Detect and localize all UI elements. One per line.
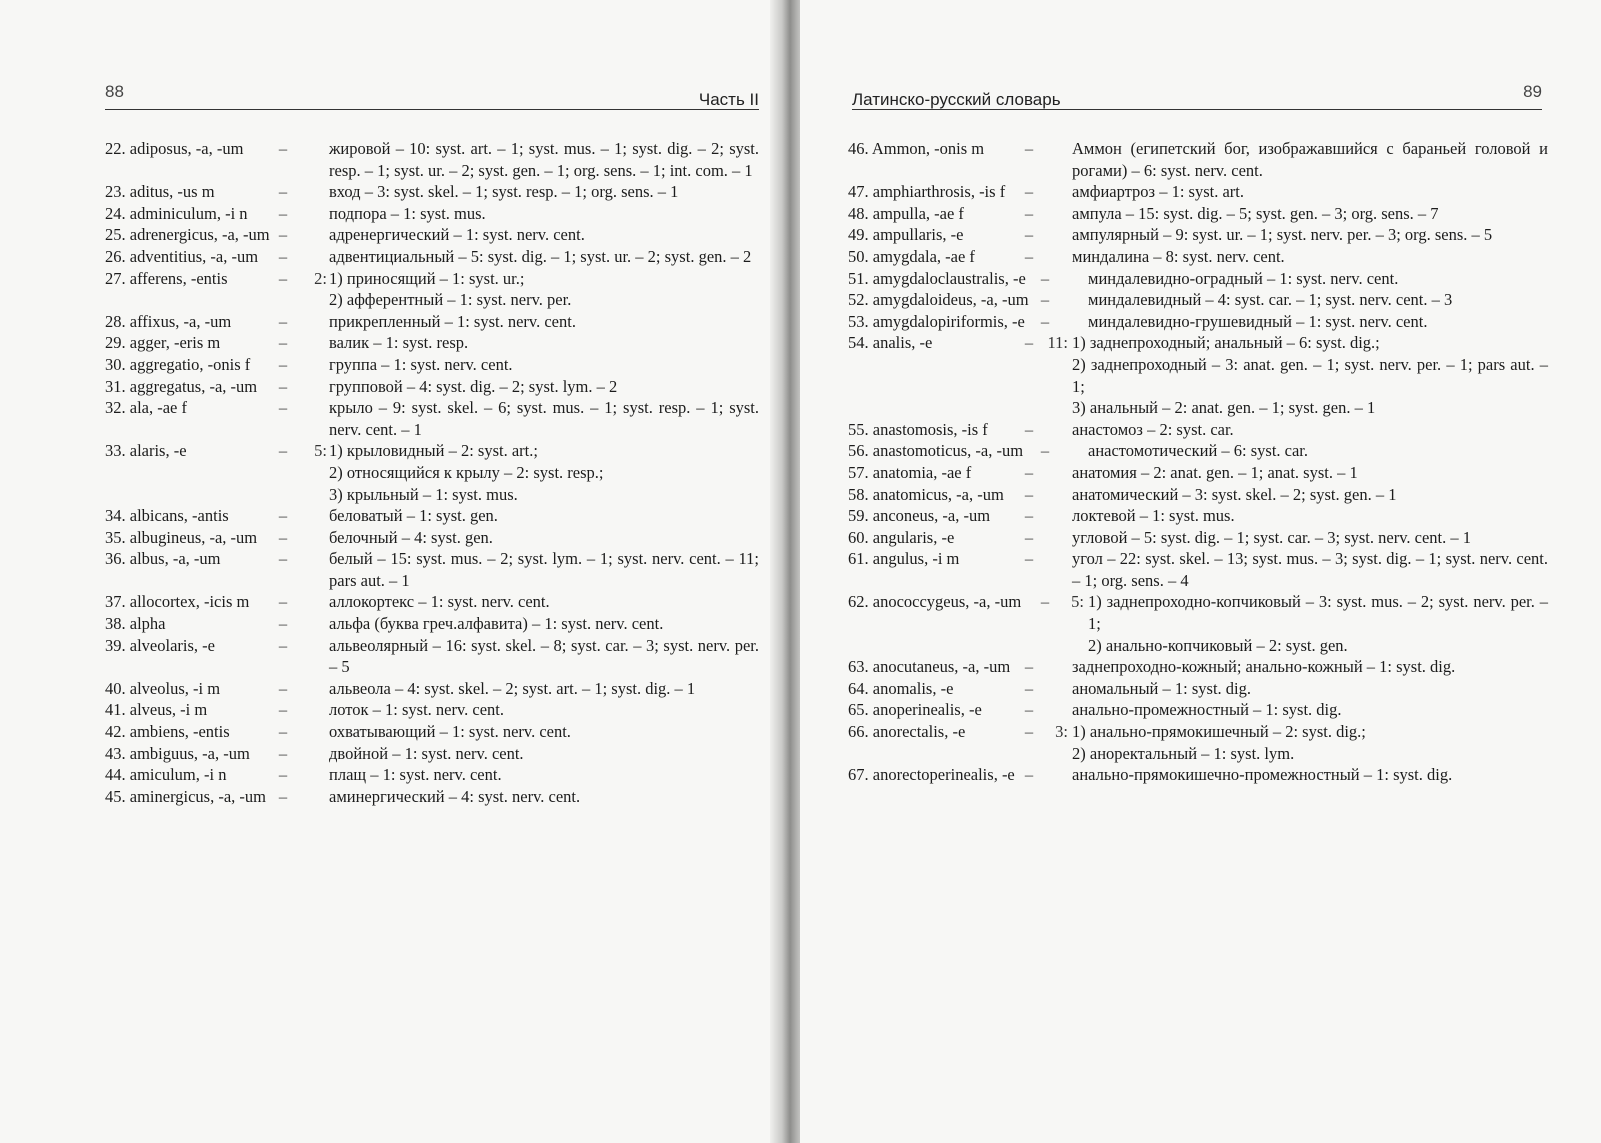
- dictionary-entry: [105, 246, 759, 268]
- entry-definition: [1072, 505, 1548, 527]
- entry-dash: –: [278, 592, 288, 612]
- entry-dash: –: [1024, 225, 1034, 245]
- entry-count: 3:: [1055, 722, 1068, 742]
- entry-definition: [1072, 721, 1548, 764]
- dictionary-entry: [848, 764, 1548, 786]
- definition-line: ампула – 15: syst. dig. – 5; syst. gen. – 3; org. sens. – 7: [1072, 203, 1439, 223]
- entry-definition: [329, 764, 759, 786]
- entry-dash: –: [1040, 592, 1050, 612]
- definition-line: 2) анально-копчиковый – 2: syst. gen.: [1088, 635, 1348, 655]
- dictionary-entry: [105, 764, 759, 786]
- entry-definition: [1072, 699, 1548, 721]
- entry-definition: [329, 268, 759, 311]
- definition-line: альвеолярный – 16: syst. skel. – 8; syst. car. – 3; syst. nerv. per. – 5: [329, 635, 759, 677]
- dictionary-entry: [105, 743, 759, 765]
- entry-definition: [329, 505, 759, 527]
- running-title: Латинско-русский словарь: [852, 90, 1061, 109]
- dictionary-entry: [848, 505, 1548, 527]
- entry-term: 64. anomalis, -e: [848, 678, 954, 698]
- definition-line: анатомический – 3: syst. skel. – 2; syst. gen. – 1: [1072, 484, 1397, 504]
- dictionary-entry: [848, 678, 1548, 700]
- entry-definition: [329, 246, 759, 268]
- entry-definition: [329, 743, 759, 765]
- entry-definition: [1072, 246, 1548, 268]
- entry-definition: [1072, 462, 1548, 484]
- entry-dash: –: [278, 441, 288, 461]
- definition-line: миндалевидно-оградный – 1: syst. nerv. cent.: [1088, 268, 1399, 288]
- definition-line: плащ – 1: syst. nerv. cent.: [329, 765, 502, 785]
- definition-line: анально-прямокишечно-промежностный – 1: syst. dig.: [1072, 765, 1453, 785]
- dictionary-entry: [105, 203, 759, 225]
- entry-definition: [1088, 591, 1548, 656]
- entry-term: 25. adrenergicus, -a, -um: [105, 225, 270, 245]
- dictionary-entry: [848, 484, 1548, 506]
- entry-dash: –: [1024, 678, 1034, 698]
- right-page-header: [852, 78, 1542, 110]
- entry-dash: –: [278, 376, 288, 396]
- definition-line: 3) крыльный – 1: syst. mus.: [329, 484, 518, 504]
- dictionary-entry: [848, 419, 1548, 441]
- dictionary-entry: [105, 376, 759, 398]
- definition-line: валик – 1: syst. resp.: [329, 333, 469, 353]
- running-title: Часть II: [698, 90, 759, 109]
- entry-dash: –: [1040, 290, 1050, 310]
- entry-term: 41. alveus, -i m: [105, 700, 208, 720]
- entry-term: 52. amygdaloideus, -a, -um: [848, 290, 1029, 310]
- definition-line: 1) заднепроходный; анальный – 6: syst. dig.;: [1072, 333, 1380, 353]
- entry-definition: [1072, 224, 1548, 246]
- entry-term: 47. amphiarthrosis, -is f: [848, 182, 1006, 202]
- dictionary-entry: [105, 527, 759, 549]
- definition-line: амфиартроз – 1: syst. art.: [1072, 182, 1244, 202]
- definition-line: 2) относящийся к крылу – 2: syst. resp.;: [329, 462, 604, 482]
- entry-definition: [329, 203, 759, 225]
- entry-term: 28. affixus, -a, -um: [105, 311, 232, 331]
- entry-term: 27. afferens, -entis: [105, 268, 228, 288]
- entry-dash: –: [1024, 700, 1034, 720]
- entry-definition: [1072, 332, 1548, 418]
- definition-line: групповой – 4: syst. dig. – 2; syst. lym. – 2: [329, 376, 618, 396]
- definition-line: адвентициальный – 5: syst. dig. – 1; syst. ur. – 2; syst. gen. – 2: [329, 246, 752, 266]
- entry-dash: –: [278, 311, 288, 331]
- entry-term: 39. alveolaris, -e: [105, 635, 215, 655]
- definition-line: анастомотический – 6: syst. car.: [1088, 441, 1309, 461]
- entry-term: 54. analis, -e: [848, 333, 933, 353]
- entry-dash: –: [278, 549, 288, 569]
- entry-definition: [1088, 289, 1548, 311]
- entry-dash: –: [278, 268, 288, 288]
- entry-dash: –: [278, 398, 288, 418]
- entry-dash: –: [1024, 246, 1034, 266]
- entry-term: 37. allocortex, -icis m: [105, 592, 250, 612]
- header-rule: [852, 109, 1542, 110]
- dictionary-entry: [848, 203, 1548, 225]
- right-page: [800, 0, 1601, 1143]
- entry-dash: –: [1024, 139, 1034, 158]
- header-rule: [105, 109, 759, 110]
- entry-term: 35. albugineus, -a, -um: [105, 527, 258, 547]
- definition-line: жировой – 10: syst. art. – 1; syst. mus. – 1; syst. dig. – 2; syst. resp. – 1; syst. ur. – 2; syst. gen. – 1; org. sens. – 1; int. com. – 1: [329, 139, 759, 180]
- dictionary-entry: [105, 699, 759, 721]
- definition-line: локтевой – 1: syst. mus.: [1072, 506, 1235, 526]
- definition-line: 2) аноректальный – 1: syst. lym.: [1072, 743, 1295, 763]
- dictionary-entry: [848, 289, 1548, 311]
- entry-definition: [329, 678, 759, 700]
- definition-line: миндалевидно-грушевидный – 1: syst. nerv. cent.: [1088, 311, 1428, 331]
- definition-line: белый – 15: syst. mus. – 2; syst. lym. – 1; syst. nerv. cent. – 11; pars aut. – 1: [329, 549, 759, 590]
- definition-line: адренергический – 1: syst. nerv. cent.: [329, 225, 585, 245]
- entry-dash: –: [1040, 311, 1050, 331]
- entry-term: 32. ala, -ae f: [105, 398, 187, 418]
- dictionary-entry: [848, 246, 1548, 268]
- entry-definition: [329, 332, 759, 354]
- entry-term: 44. amiculum, -i n: [105, 765, 227, 785]
- dictionary-entry: [848, 699, 1548, 721]
- dictionary-entry: [105, 613, 759, 635]
- definition-line: прикрепленный – 1: syst. nerv. cent.: [329, 311, 576, 331]
- entry-dash: –: [1024, 203, 1034, 223]
- entry-definition: [329, 527, 759, 549]
- entry-term: 53. amygdalopiriformis, -e: [848, 311, 1025, 331]
- entry-count: 5:: [1071, 592, 1084, 612]
- entry-term: 49. ampullaris, -e: [848, 225, 964, 245]
- definition-line: заднепроходно-кожный; анально-кожный – 1: syst. dig.: [1072, 657, 1456, 677]
- entry-term: 24. adminiculum, -i n: [105, 203, 248, 223]
- entry-dash: –: [1024, 722, 1034, 742]
- entry-dash: –: [1024, 462, 1034, 482]
- entry-definition: [329, 138, 759, 181]
- dictionary-entry: [848, 311, 1548, 333]
- dictionary-entry: [848, 332, 1548, 418]
- definition-line: охватывающий – 1: syst. nerv. cent.: [329, 722, 571, 742]
- entry-definition: [329, 548, 759, 591]
- definition-line: 2) заднепроходный – 3: anat. gen. – 1; syst. nerv. per. – 1; pars aut. – 1;: [1072, 354, 1548, 396]
- entry-term: 43. ambiguus, -a, -um: [105, 743, 250, 763]
- left-page-header: [105, 78, 759, 110]
- entry-definition: [1072, 527, 1548, 549]
- entry-count: 2:: [314, 268, 327, 288]
- entry-definition: [329, 786, 759, 808]
- definition-line: 3) анальный – 2: anat. gen. – 1; syst. gen. – 1: [1072, 398, 1376, 418]
- entry-dash: –: [278, 354, 288, 374]
- definition-line: группа – 1: syst. nerv. cent.: [329, 354, 513, 374]
- entry-definition: [1072, 203, 1548, 225]
- dictionary-entry: [848, 656, 1548, 678]
- entry-dash: –: [1040, 268, 1050, 288]
- entry-dash: –: [278, 678, 288, 698]
- entry-definition: [1072, 764, 1548, 786]
- entry-term: 58. anatomicus, -a, -um: [848, 484, 1004, 504]
- dictionary-entry: [848, 224, 1548, 246]
- entry-term: 46. Ammon, -onis m: [848, 139, 985, 158]
- entry-term: 51. amygdaloclaustralis, -e: [848, 268, 1026, 288]
- entry-term: 31. aggregatus, -a, -um: [105, 376, 258, 396]
- entry-dash: –: [278, 182, 288, 202]
- definition-line: крыло – 9: syst. skel. – 6; syst. mus. – 1; syst. resp. – 1; syst. nerv. cent. – 1: [329, 398, 759, 439]
- dictionary-entry: [105, 721, 759, 743]
- dictionary-entry: [848, 721, 1548, 764]
- definition-line: анатомия – 2: anat. gen. – 1; anat. syst. – 1: [1072, 462, 1358, 482]
- entry-dash: –: [278, 614, 288, 634]
- definition-line: 2) афферентный – 1: syst. nerv. per.: [329, 290, 572, 310]
- dictionary-entry: [105, 224, 759, 246]
- entry-term: 62. anococcygeus, -a, -um: [848, 592, 1022, 612]
- entry-dash: –: [278, 527, 288, 547]
- entry-definition: [329, 311, 759, 333]
- entry-term: 38. alpha: [105, 614, 166, 634]
- dictionary-entry: [105, 138, 759, 181]
- entry-dash: –: [278, 139, 288, 158]
- entry-dash: –: [278, 786, 288, 806]
- entry-dash: –: [1024, 506, 1034, 526]
- definition-line: ампулярный – 9: syst. ur. – 1; syst. nerv. per. – 3; org. sens. – 5: [1072, 225, 1493, 245]
- entry-definition: [329, 354, 759, 376]
- entry-definition: [1072, 678, 1548, 700]
- entry-dash: –: [278, 743, 288, 763]
- definition-line: 1) анально-прямокишечный – 2: syst. dig.;: [1072, 722, 1366, 742]
- entry-term: 30. aggregatio, -onis f: [105, 354, 251, 374]
- entry-term: 56. anastomoticus, -a, -um: [848, 441, 1024, 461]
- entry-definition: [329, 397, 759, 440]
- entry-term: 48. ampulla, -ae f: [848, 203, 964, 223]
- entry-term: 34. albicans, -antis: [105, 506, 229, 526]
- entry-term: 55. anastomosis, -is f: [848, 419, 988, 439]
- dictionary-entry: [848, 462, 1548, 484]
- entry-term: 50. amygdala, -ae f: [848, 246, 975, 266]
- entry-definition: [329, 376, 759, 398]
- entry-term: 65. anoperinealis, -e: [848, 700, 982, 720]
- definition-line: миндалина – 8: syst. nerv. cent.: [1072, 246, 1285, 266]
- dictionary-entry: [105, 678, 759, 700]
- entry-term: 60. angularis, -e: [848, 527, 955, 547]
- entry-definition: [329, 699, 759, 721]
- entry-count: 5:: [314, 441, 327, 461]
- entry-dash: –: [1024, 484, 1034, 504]
- entry-definition: [1088, 268, 1548, 290]
- dictionary-entry: [848, 591, 1548, 656]
- definition-line: 1) заднепроходно-копчиковый – 3: syst. mus. – 2; syst. nerv. per. – 1;: [1088, 592, 1548, 634]
- entry-dash: –: [278, 225, 288, 245]
- entry-definition: [329, 181, 759, 203]
- definition-line: Аммон (египетский бог, изображавшийся с бараньей головой и рогами) – 6: syst. nerv. cent.: [1072, 139, 1548, 180]
- entry-dash: –: [1040, 441, 1050, 461]
- entry-dash: –: [278, 700, 288, 720]
- dictionary-entry: [105, 635, 759, 678]
- definition-line: двойной – 1: syst. nerv. cent.: [329, 743, 524, 763]
- entry-dash: –: [278, 765, 288, 785]
- definition-line: угловой – 5: syst. dig. – 1; syst. car. – 3; syst. nerv. cent. – 1: [1072, 527, 1471, 547]
- entry-dash: –: [278, 203, 288, 223]
- entry-term: 36. albus, -a, -um: [105, 549, 221, 569]
- entry-term: 61. angulus, -i m: [848, 549, 960, 569]
- entry-dash: –: [1024, 549, 1034, 569]
- dictionary-entry: [105, 332, 759, 354]
- dictionary-entry: [848, 527, 1548, 549]
- entry-term: 33. alaris, -e: [105, 441, 187, 461]
- page-number: 89: [1523, 82, 1542, 101]
- definition-line: беловатый – 1: syst. gen.: [329, 506, 498, 526]
- entry-definition: [329, 721, 759, 743]
- entry-definition: [1088, 311, 1548, 333]
- dictionary-entries: [848, 138, 1548, 786]
- dictionary-entry: [105, 354, 759, 376]
- entry-definition: [1072, 484, 1548, 506]
- entry-dash: –: [1024, 182, 1034, 202]
- entry-count: 11:: [1047, 333, 1068, 353]
- dictionary-entry: [848, 181, 1548, 203]
- entry-definition: [329, 613, 759, 635]
- entry-term: 45. aminergicus, -a, -um: [105, 786, 266, 806]
- dictionary-entry: [105, 311, 759, 333]
- page-number: 88: [105, 82, 124, 101]
- left-page: [0, 0, 785, 1143]
- dictionary-entry: [105, 548, 759, 591]
- entry-term: 66. anorectalis, -e: [848, 722, 966, 742]
- dictionary-entry: [848, 440, 1548, 462]
- entry-definition: [1072, 181, 1548, 203]
- entry-definition: [329, 440, 759, 505]
- definition-line: угол – 22: syst. skel. – 13; syst. mus. – 3; syst. dig. – 1; syst. nerv. cent. – 1; org. sens. – 4: [1072, 549, 1548, 590]
- entry-dash: –: [1024, 333, 1034, 353]
- dictionary-entry: [105, 505, 759, 527]
- dictionary-entry: [105, 397, 759, 440]
- definition-line: подпора – 1: syst. mus.: [329, 203, 486, 223]
- entry-term: 42. ambiens, -entis: [105, 722, 230, 742]
- entry-dash: –: [278, 506, 288, 526]
- entry-dash: –: [1024, 419, 1034, 439]
- dictionary-entry: [848, 138, 1548, 181]
- definition-line: вход – 3: syst. skel. – 1; syst. resp. – 1; org. sens. – 1: [329, 182, 679, 202]
- entry-dash: –: [1024, 765, 1034, 785]
- entry-definition: [1072, 656, 1548, 678]
- dictionary-entries: [105, 138, 759, 807]
- entry-term: 67. anorectoperinealis, -e: [848, 765, 1015, 785]
- entry-dash: –: [278, 246, 288, 266]
- entry-term: 23. aditus, -us m: [105, 182, 215, 202]
- definition-line: аллокортекс – 1: syst. nerv. cent.: [329, 592, 550, 612]
- dictionary-entry: [105, 591, 759, 613]
- entry-definition: [1072, 548, 1548, 591]
- definition-line: лоток – 1: syst. nerv. cent.: [329, 700, 505, 720]
- dictionary-entry: [105, 786, 759, 808]
- entry-dash: –: [278, 333, 288, 353]
- definition-line: альфа (буква греч.алфавита) – 1: syst. nerv. cent.: [329, 614, 664, 634]
- entry-term: 57. anatomia, -ae f: [848, 462, 972, 482]
- dictionary-entry: [105, 268, 759, 311]
- entry-term: 22. adiposus, -a, -um: [105, 139, 244, 158]
- definition-line: аминергический – 4: syst. nerv. cent.: [329, 786, 581, 806]
- entry-definition: [329, 635, 759, 678]
- definition-line: анастомоз – 2: syst. car.: [1072, 419, 1234, 439]
- entry-dash: –: [278, 722, 288, 742]
- entry-dash: –: [278, 635, 288, 655]
- definition-line: 1) приносящий – 1: syst. ur.;: [329, 268, 525, 288]
- entry-term: 40. alveolus, -i m: [105, 678, 221, 698]
- definition-line: 1) крыловидный – 2: syst. art.;: [329, 441, 538, 461]
- entry-term: 26. adventitius, -a, -um: [105, 246, 259, 266]
- definition-line: альвеола – 4: syst. skel. – 2; syst. art. – 1; syst. dig. – 1: [329, 678, 696, 698]
- dictionary-entry: [105, 440, 759, 505]
- definition-line: миндалевидный – 4: syst. car. – 1; syst. nerv. cent. – 3: [1088, 290, 1453, 310]
- entry-definition: [1088, 440, 1548, 462]
- entry-term: 29. agger, -eris m: [105, 333, 221, 353]
- dictionary-entry: [848, 268, 1548, 290]
- dictionary-entry: [105, 181, 759, 203]
- entry-term: 63. anocutaneus, -a, -um: [848, 657, 1011, 677]
- entry-term: 59. anconeus, -a, -um: [848, 506, 991, 526]
- entry-definition: [329, 224, 759, 246]
- definition-line: анально-промежностный – 1: syst. dig.: [1072, 700, 1342, 720]
- dictionary-entry: [848, 548, 1548, 591]
- entry-definition: [1072, 419, 1548, 441]
- definition-line: аномальный – 1: syst. dig.: [1072, 678, 1251, 698]
- entry-dash: –: [1024, 527, 1034, 547]
- entry-definition: [329, 591, 759, 613]
- definition-line: белочный – 4: syst. gen.: [329, 527, 493, 547]
- entry-definition: [1072, 138, 1548, 181]
- entry-dash: –: [1024, 657, 1034, 677]
